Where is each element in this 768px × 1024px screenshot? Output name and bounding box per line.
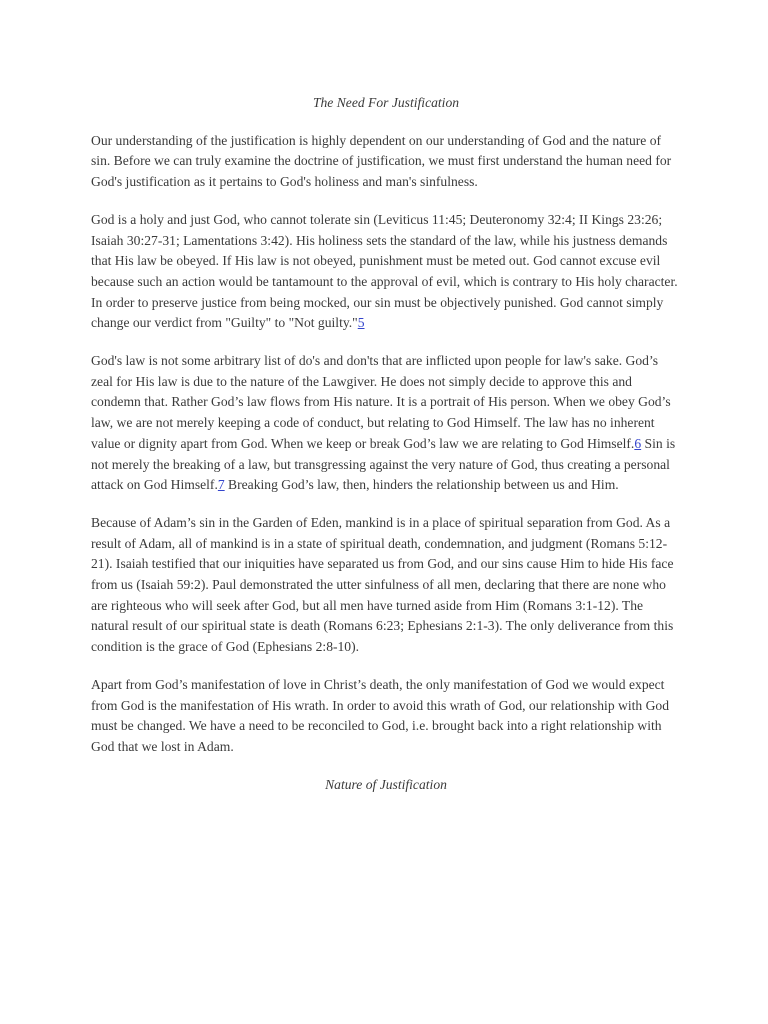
section-subheading: Nature of Justification [325,776,447,792]
paragraph-2-text: God is a holy and just God, who cannot tolerate sin (Leviticus 11:45; Deuteronomy 32:4; II Kings 23:26; Isaiah 30:27-31; Lamentations 3:42). His holiness sets the standard of the law, while his justness demands that His law be obeyed. If His law is not obeyed, punishment must be meted out. God cannot excuse evil because such an action would be tantamount to the approval of evil, which is contrary to His holy character. In order to preserve justice from being mocked, our sin must be objectively punished. God cannot simply change our verdict from "Guilty" to "Not guilty." [91,211,678,331]
paragraph-3 [91,351,681,496]
paragraph-5 [91,675,681,758]
paragraph-2 [91,210,681,334]
footnote-link-5[interactable]: 5 [357,315,365,331]
paragraph-3-text-b: Sin is not merely the breaking of a law, but transgressing against the very nature of God, thus creating a personal attack on God Himself. [91,435,676,493]
document-body [91,93,681,812]
paragraph-4 [91,513,681,658]
paragraph-1-text: Our understanding of the justification is highly dependent on our understanding of God and the nature of sin. Before we can truly examine the doctrine of justification, we must first understand the human need for God's justification as it pertains to God's holiness and man's sinfulness. [91,132,672,190]
page-title: The Need For Justification [312,95,460,110]
footnote-link-6[interactable]: 6 [634,435,642,451]
footnote-link-7[interactable]: 7 [217,477,225,493]
paragraph-3-text-a: God's law is not some arbitrary list of do's and don'ts that are inflicted upon people for law's sake. God’s zeal for His law is due to the nature of the Lawgiver. He does not simply decide to approve this and condemn that. Rather God’s law flows from His nature. It is a portrait of His person. When we obey God’s law, we are not merely keeping a code of conduct, but relating to God Himself. The law has no inherent value or dignity apart from God. When we keep or break God’s law we are relating to God Himself. [91,353,671,451]
paragraph-1 [91,131,681,193]
paragraph-3-text-c: Breaking God’s law, then, hinders the relationship between us and Him. [224,477,619,493]
paragraph-4-text: Because of Adam’s sin in the Garden of Eden, mankind is in a place of spiritual separation from God. As a result of Adam, all of mankind is in a state of spiritual death, condemnation, and judgment (Romans 5:12-21). Isaiah testified that our iniquities have separated us from God, and our sins cause Him to hide His face from us (Isaiah 59:2). Paul demonstrated the utter sinfulness of all men, declaring that there are none who are righteous who will seek after God, but all men have turned aside from Him (Romans 3:1-12). The natural result of our spiritual state is death (Romans 6:23; Ephesians 2:1-3). The only deliverance from this condition is the grace of God (Ephesians 2:8-10). [91,514,674,655]
paragraph-5-text: Apart from God’s manifestation of love in Christ’s death, the only manifestation of God we would expect from God is the manifestation of His wrath. In order to avoid this wrath of God, our relationship with God must be changed. We have a need to be reconciled to God, i.e. brought back into a right relationship with God that we lost in Adam. [91,676,670,754]
